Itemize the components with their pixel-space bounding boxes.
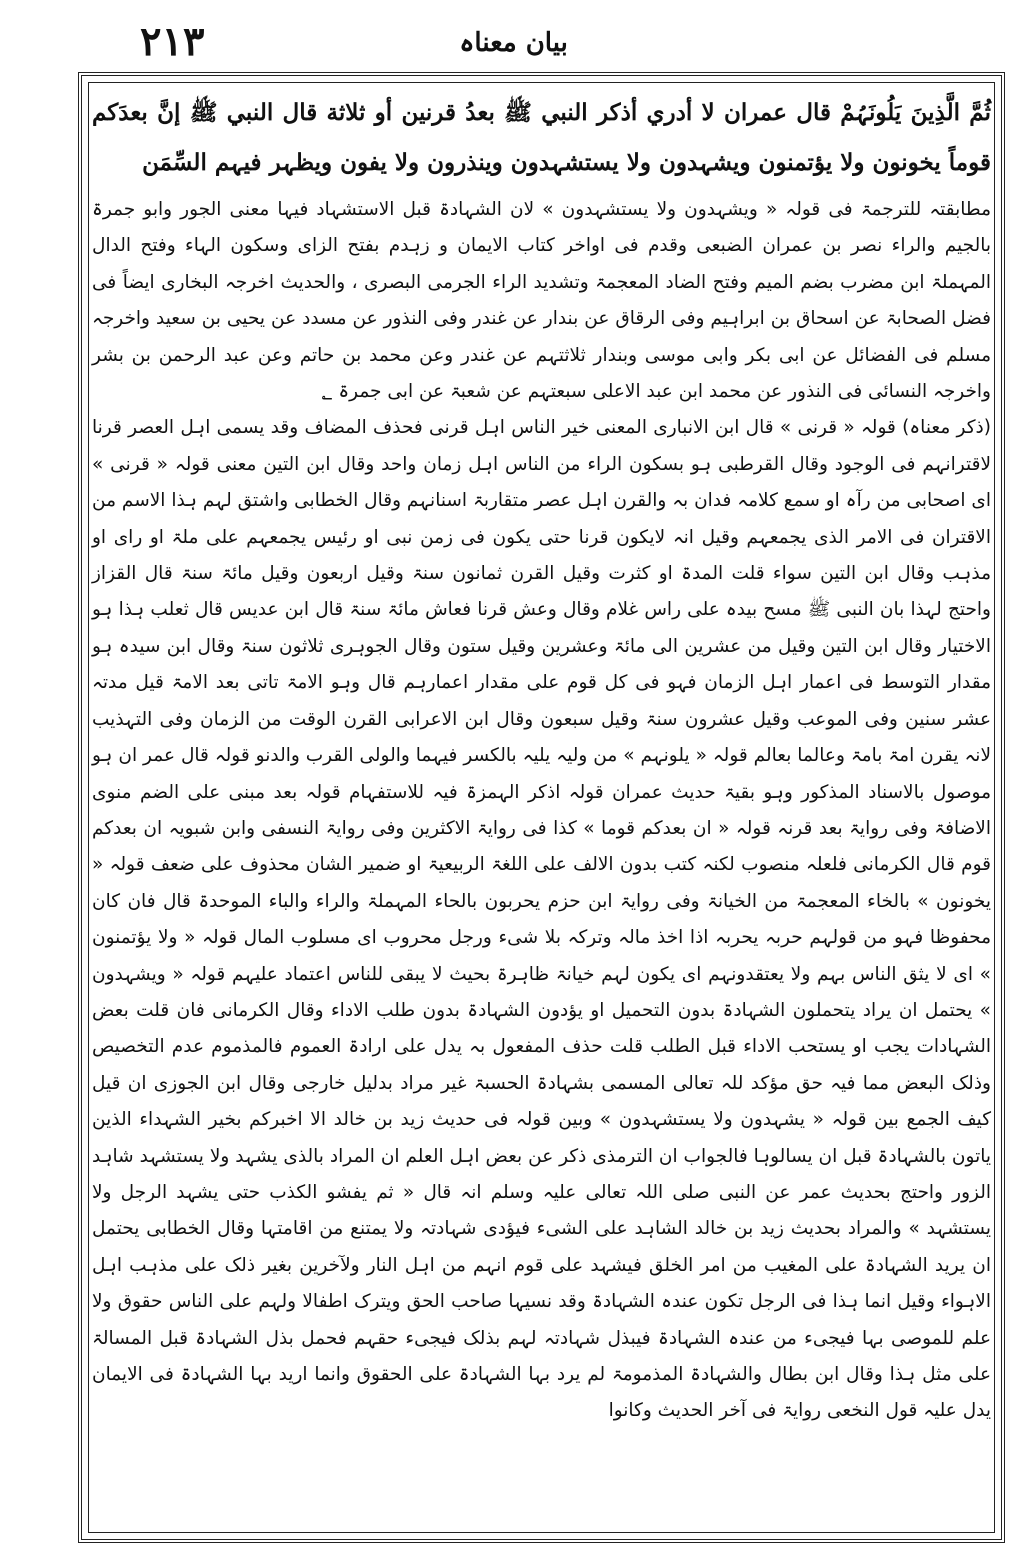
commentary-paragraph-2: (ذکر معناہ) قولہ « قرنی » قال ابن الانباری المعنی خیر الناس اہل قرنی فحذف المضاف وقد یسمی اہل العصر قرنا لاقترانہم فی الوجود وقال القرطبی ہو بسکون الراء من الناس اہل زمان واحد وقال ابن التین معنی قولہ « قرنی » ای اصحابی من رآہ او سمع کلامہ فدان بہ والقرن اہل عصر متقاربۃ اسنانہم وقال الخطابی واشتق لہم ہذا الاسم من الاقتران فی الامر الذی یجمعہم وقیل انہ لایکون قرنا حتی یکون فی زمن نبی او رئیس یجمعہم علی ملۃ او رای او مذہب وقال ابن التین سواء قلت المدۃ او کثرت وقیل القرن ثمانون سنۃ وقیل اربعون وقیل مائۃ سنۃ قال القزاز واحتج لہذا بان النبی ﷺ مسح بیدہ علی راس غلام وقال وعش قرنا فعاش مائۃ سنۃ قال ابن عدیس قال ثعلب ہذا ہو الاختیار وقال ابن التین وقیل من عشرین الی مائۃ وعشرین وقیل ستون وقال الجوہری ثلاثون سنۃ وقال ابن سیدہ ہو مقدار التوسط فی اعمار اہل الزمان فہو فی کل قوم علی مقدار اعمارہم قال وہو الامۃ تاتی بعد الامۃ قیل مدتہ عشر سنین وفی الموعب وقیل عشرون سنۃ وقیل سبعون وقال ابن الاعرابی القرن الوقت من الزمان وفی التہذیب لانہ یقرن امۃ بامۃ وعالما بعالم قولہ « یلونہم » من ولیہ یلیہ بالکسر فیہما والولی القرب والدنو قولہ قال عمر ان ہو موصول بالاسناد المذکور وہو بقیۃ حدیث عمران قولہ اذکر الہمزۃ فیہ للاستفہام قولہ بعد مبنی علی الضم منوی الاضافۃ وفی روایۃ بعد قرنہ قولہ « ان بعدکم قوما » کذا فی روایۃ الاکثرین وفی روایۃ النسفی وابن شبویہ ان بعدکم قوم قال الکرمانی فلعلہ منصوب لکنہ کتب بدون الالف علی اللغۃ الربیعیۃ او ضمیر الشان محذوف علی ضعف قولہ « یخونون » بالخاء المعجمۃ من الخیانۃ وفی روایۃ ابن حزم یحربون بالحاء المہملۃ والراء والباء الموحدۃ قال فان کان محفوظا فہو من قولہم حربہ یحربہ اذا اخذ مالہ وترکہ بلا شیء ورجل محروب ای مسلوب المال قولہ « ولا یؤتمنون » ای لا یثق الناس بہم ولا یعتقدونہم ای یکون لہم خیانۃ ظاہرۃ بحیث لا یبقی للناس اعتماد علیہم قولہ « ویشہدون » یحتمل ان یراد یتحملون الشہادۃ بدون التحمیل او یؤدون الشہادۃ بدون طلب الاداء وقال الکرمانی فان قلت بعض الشہادات یجب او یستحب الاداء قبل الطلب قلت حذف المفعول بہ یدل علی ارادۃ العموم فالمذموم عدم التخصیص وذلک البعض مما فیہ حق مؤکد للہ تعالی المسمی بشہادۃ الحسبۃ غیر مراد بدلیل خارجی وقال ابن الجوزی ان قیل کیف الجمع بین قولہ « یشہدون ولا یستشہدون » وبین قولہ فی حدیث زید بن خالد الا اخبرکم بخیر الشہداء الذین یاتون بالشہادۃ قبل ان یسالوہا فالجواب ان الترمذی ذکر عن بعض اہل العلم ان المراد بالذی یشہد ولا یستشہد شاہد الزور واحتج بحدیث عمر عن النبی صلی اللہ تعالی علیہ وسلم انہ قال « ثم یفشو الکذب حتی یشہد الرجل ولا یستشہد » والمراد بحدیث زید بن خالد الشاہد علی الشیء فیؤدی شہادتہ ولا یمتنع من اقامتہا وقال الخطابی یحتمل ان یرید الشہادۃ علی المغیب من امر الخلق فیشہد علی قوم انہم من اہل النار ولآخرین بغیر ذلک علی مذہب اہل الاہواء وقیل انما ہذا فی الرجل تکون عندہ الشہادۃ وقد نسیہا صاحب الحق ویترک اطفالا ولہم علی الناس حقوق ولا علم للموصی بہا فیجیء من عندہ الشہادۃ فیبذل شہادتہ لہم بذلک فیجیء حقہم فحمل بذل الشہادۃ قبل المسالۃ علی مثل ہذا وقال ابن بطال والشہادۃ المذمومۃ لم یرد بہا الشہادۃ علی الحقوق وانما ارید بہا الشہادۃ فی الایمان یدل علیہ قول النخعی روایۃ فی آخر الحدیث وکانوا [92, 417, 991, 1422]
main-text [92, 88, 991, 1533]
page-number: ۲۱۳ [140, 18, 205, 65]
hadith-text: ثُمَّ الَّذِینَ یَلُونَہُمْ قال عمران لا أدري أذكر النبي ﷺ بعدُ قرنین أو ثلاثة قال النبي ﷺ إنَّ بعدَکم قوماً یخونون ولا یؤتمنون ویشہدون ولا یستشہدون وینذرون ولا یفون ویظہر فیہم السِّمَن [92, 99, 991, 176]
commentary-paragraph-1: مطابقتہ للترجمۃ فی قولہ « ویشہدون ولا یستشہدون » لان الشہادۃ قبل الاستشہاد فیہا معنی الجور وابو جمرۃ بالجیم والراء نصر بن عمران الضبعی وقدم فی اواخر کتاب الایمان و زہدم بفتح الزای وسکون الہاء وفتح الدال المہملۃ ابن مضرب بضم المیم وفتح الضاد المعجمۃ وتشدید الراء الجرمی البصری ، والحدیث اخرجہ البخاری ایضاً فی فضل الصحابۃ عن اسحاق بن ابراہیم وفی الرقاق عن بندار عن غندر وفی النذور عن مسدد عن یحیی بن سعید واخرجہ مسلم فی الفضائل عن ابی بکر وابی موسی وبندار ثلاثتہم عن غندر وعن محمد بن حاتم وعن عبد الرحمن بن بشر واخرجہ النسائی فی النذور عن محمد ابن عبد الاعلی سبعتہم عن شعبۃ عن ابی جمرۃ ؂ [92, 199, 991, 403]
running-title: بیان معناہ [459, 28, 568, 58]
page-header [60, 18, 967, 68]
